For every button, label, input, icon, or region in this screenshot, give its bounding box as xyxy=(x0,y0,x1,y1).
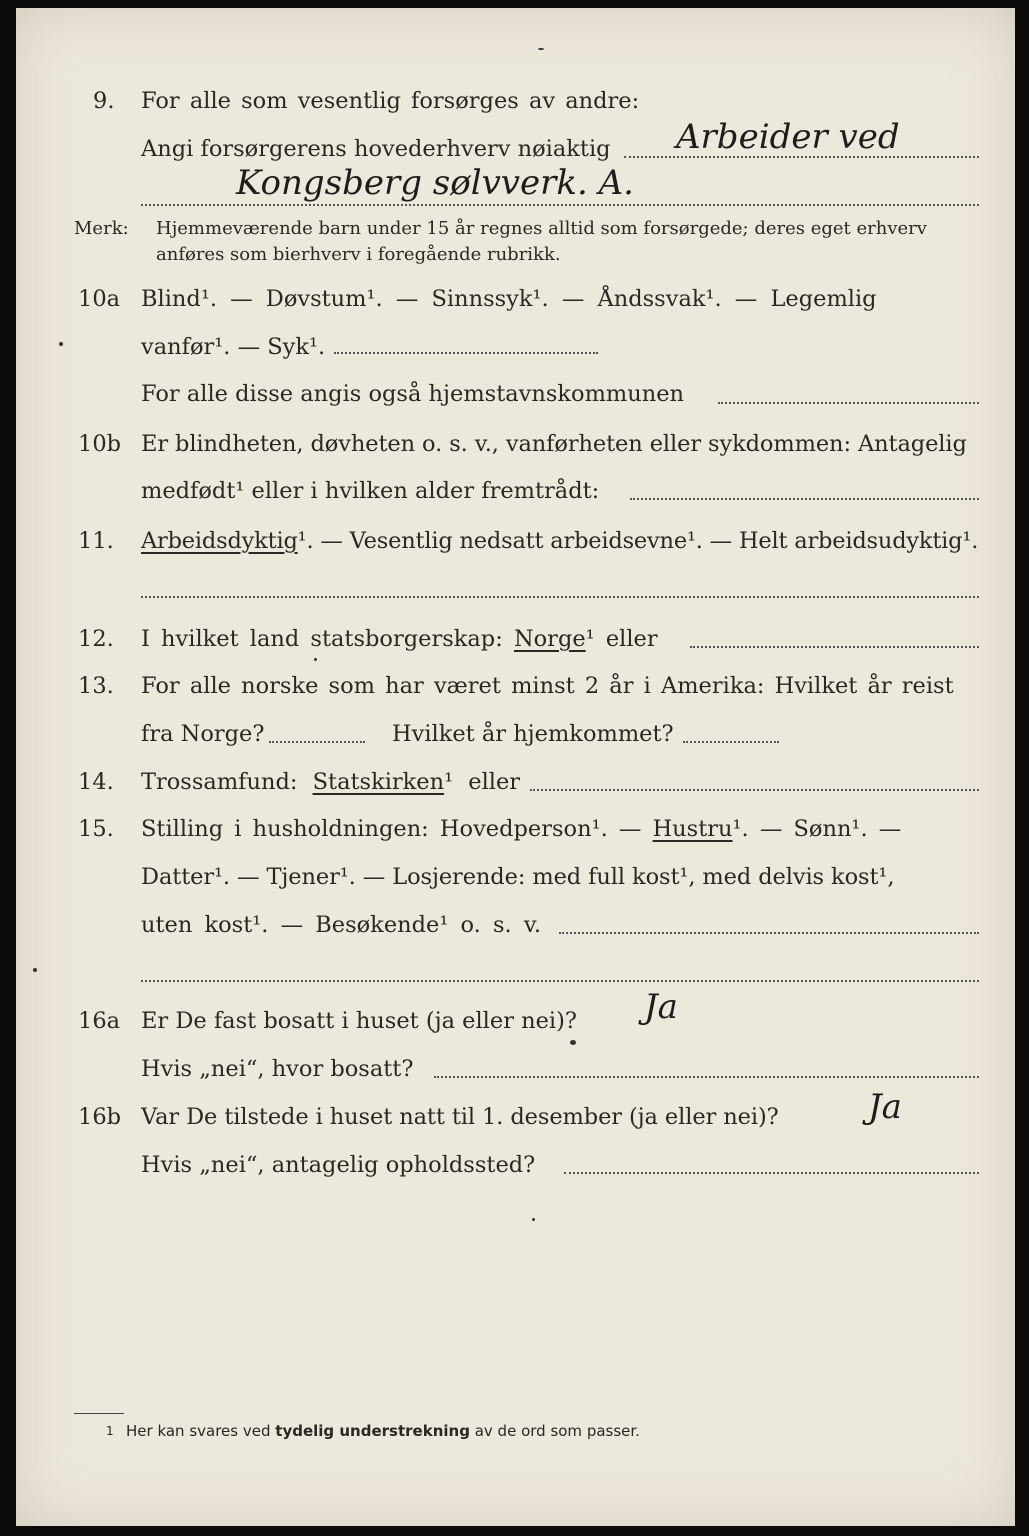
q10b-line2: medfødt¹ eller i hvilken alder fremtrådt: xyxy=(141,478,600,504)
q10a-fill-line2 xyxy=(334,352,598,354)
q10a-line3: For alle disse angis også hjemstavnskommunen xyxy=(141,381,685,407)
ink-speck xyxy=(570,1040,576,1045)
footnote-mark: 1 xyxy=(106,1424,114,1438)
ink-speck xyxy=(532,1218,535,1221)
merk-line1: Hjemmeværende barn under 15 år regnes alltid som forsørgede; deres eget erhverv xyxy=(156,218,927,239)
q12-line xyxy=(141,628,658,651)
q15-number: 15. xyxy=(78,816,114,842)
q12-fill-line xyxy=(690,646,979,648)
q16b-number: 16b xyxy=(78,1104,122,1130)
footnote-text-start: Her kan svares ved xyxy=(126,1422,271,1440)
q14-label: Trossamfund: xyxy=(141,769,298,795)
ink-speck xyxy=(538,48,544,50)
q15-fill-extra xyxy=(141,980,979,982)
q13-line1: For alle norske som har været minst 2 år i Amerika: Hvilket år reist xyxy=(141,673,954,699)
q15-underlined-option: Hustru xyxy=(652,816,733,842)
q13-number: 13. xyxy=(78,673,114,699)
footnote-rule xyxy=(74,1413,124,1414)
ink-speck xyxy=(314,658,317,661)
q9-line2: Angi forsørgerens hovederhverv nøiaktig xyxy=(141,136,611,162)
q13-fill-year-returned xyxy=(683,741,779,743)
q15-line1 xyxy=(141,818,901,841)
q16b-line1: Var De tilstede i huset natt til 1. desember (ja eller nei)? xyxy=(141,1104,779,1130)
ink-speck xyxy=(33,968,37,972)
q10b-line1: Er blindheten, døvheten o. s. v., vanførheten eller sykdommen: Antagelig xyxy=(141,431,967,457)
q10b-number: 10b xyxy=(78,431,122,457)
q12-suffix: ¹ eller xyxy=(585,626,658,652)
q16b-line2: Hvis „nei“, antagelig opholdssted? xyxy=(141,1152,536,1178)
q9-handwritten-answer2: Kongsberg sølvverk. A. xyxy=(236,163,634,203)
q12-text: I hvilket land statsborgerskap: xyxy=(141,626,503,652)
q16a-line2: Hvis „nei“, hvor bosatt? xyxy=(141,1056,414,1082)
q9-line1: For alle som vesentlig forsørges av andre: xyxy=(141,88,640,114)
q16a-handwritten-answer: Ja xyxy=(644,987,678,1027)
q13-line2b: Hvilket år hjemkommet? xyxy=(392,721,674,747)
q16a-number: 16a xyxy=(78,1008,121,1034)
q14-suffix: ¹ eller xyxy=(444,769,521,795)
q16b-fill-line xyxy=(564,1172,979,1174)
q12-number: 12. xyxy=(78,626,114,652)
footnote-text xyxy=(126,1422,640,1440)
q10a-fill-line3 xyxy=(718,402,979,404)
q15-fill-line3 xyxy=(559,932,979,934)
footnote-emphasis: tydelig understrekning xyxy=(275,1422,470,1440)
q12-underlined-option: Norge xyxy=(513,626,586,652)
q10a-line1: Blind¹. — Døvstum¹. — Sinnssyk¹. — Åndssvak¹. — Legemlig xyxy=(141,286,877,312)
q10b-fill-line2 xyxy=(630,498,979,500)
q11-fill-line xyxy=(141,596,979,598)
q13-line2a: fra Norge? xyxy=(141,721,265,747)
q10a-line2: vanfør¹. — Syk¹. xyxy=(141,334,326,360)
q13-fill-year-left xyxy=(269,741,365,743)
q15-line1-rest: ¹. — Sønn¹. — xyxy=(732,816,902,842)
q15-line1-text: Stilling i husholdningen: Hovedperson¹. — xyxy=(141,816,642,842)
q16b-handwritten-answer: Ja xyxy=(868,1087,902,1127)
footnote-text-end: av de ord som passer. xyxy=(474,1422,640,1440)
q15-line2: Datter¹. — Tjener¹. — Losjerende: med full kost¹, med delvis kost¹, xyxy=(141,864,895,890)
q11-underlined-option: Arbeidsdyktig xyxy=(141,528,298,554)
census-form-page xyxy=(16,8,1015,1526)
q16a-line1: Er De fast bosatt i huset (ja eller nei)? xyxy=(141,1008,577,1034)
q11-number: 11. xyxy=(78,528,114,554)
q11-line xyxy=(141,530,978,553)
q9-handwritten-answer1: Arbeider ved xyxy=(676,117,900,157)
ink-speck xyxy=(59,342,63,346)
q16a-fill-line xyxy=(434,1076,979,1078)
q9-number: 9. xyxy=(93,88,115,114)
q11-rest: ¹. — Vesentlig nedsatt arbeidsevne¹. — Helt arbeidsudyktig¹. xyxy=(297,528,979,554)
merk-line2: anføres som bierhverv i foregående rubrikk. xyxy=(156,244,561,265)
q15-line3: uten kost¹. — Besøkende¹ o. s. v. xyxy=(141,912,542,938)
q14-underlined-option: Statskirken xyxy=(312,769,445,795)
q9-fill-line2 xyxy=(141,204,979,206)
merk-label: Merk: xyxy=(74,218,129,239)
q14-fill-line xyxy=(530,789,979,791)
q14-number: 14. xyxy=(78,769,114,795)
q14-line xyxy=(141,771,520,794)
q10a-number: 10a xyxy=(78,286,121,312)
